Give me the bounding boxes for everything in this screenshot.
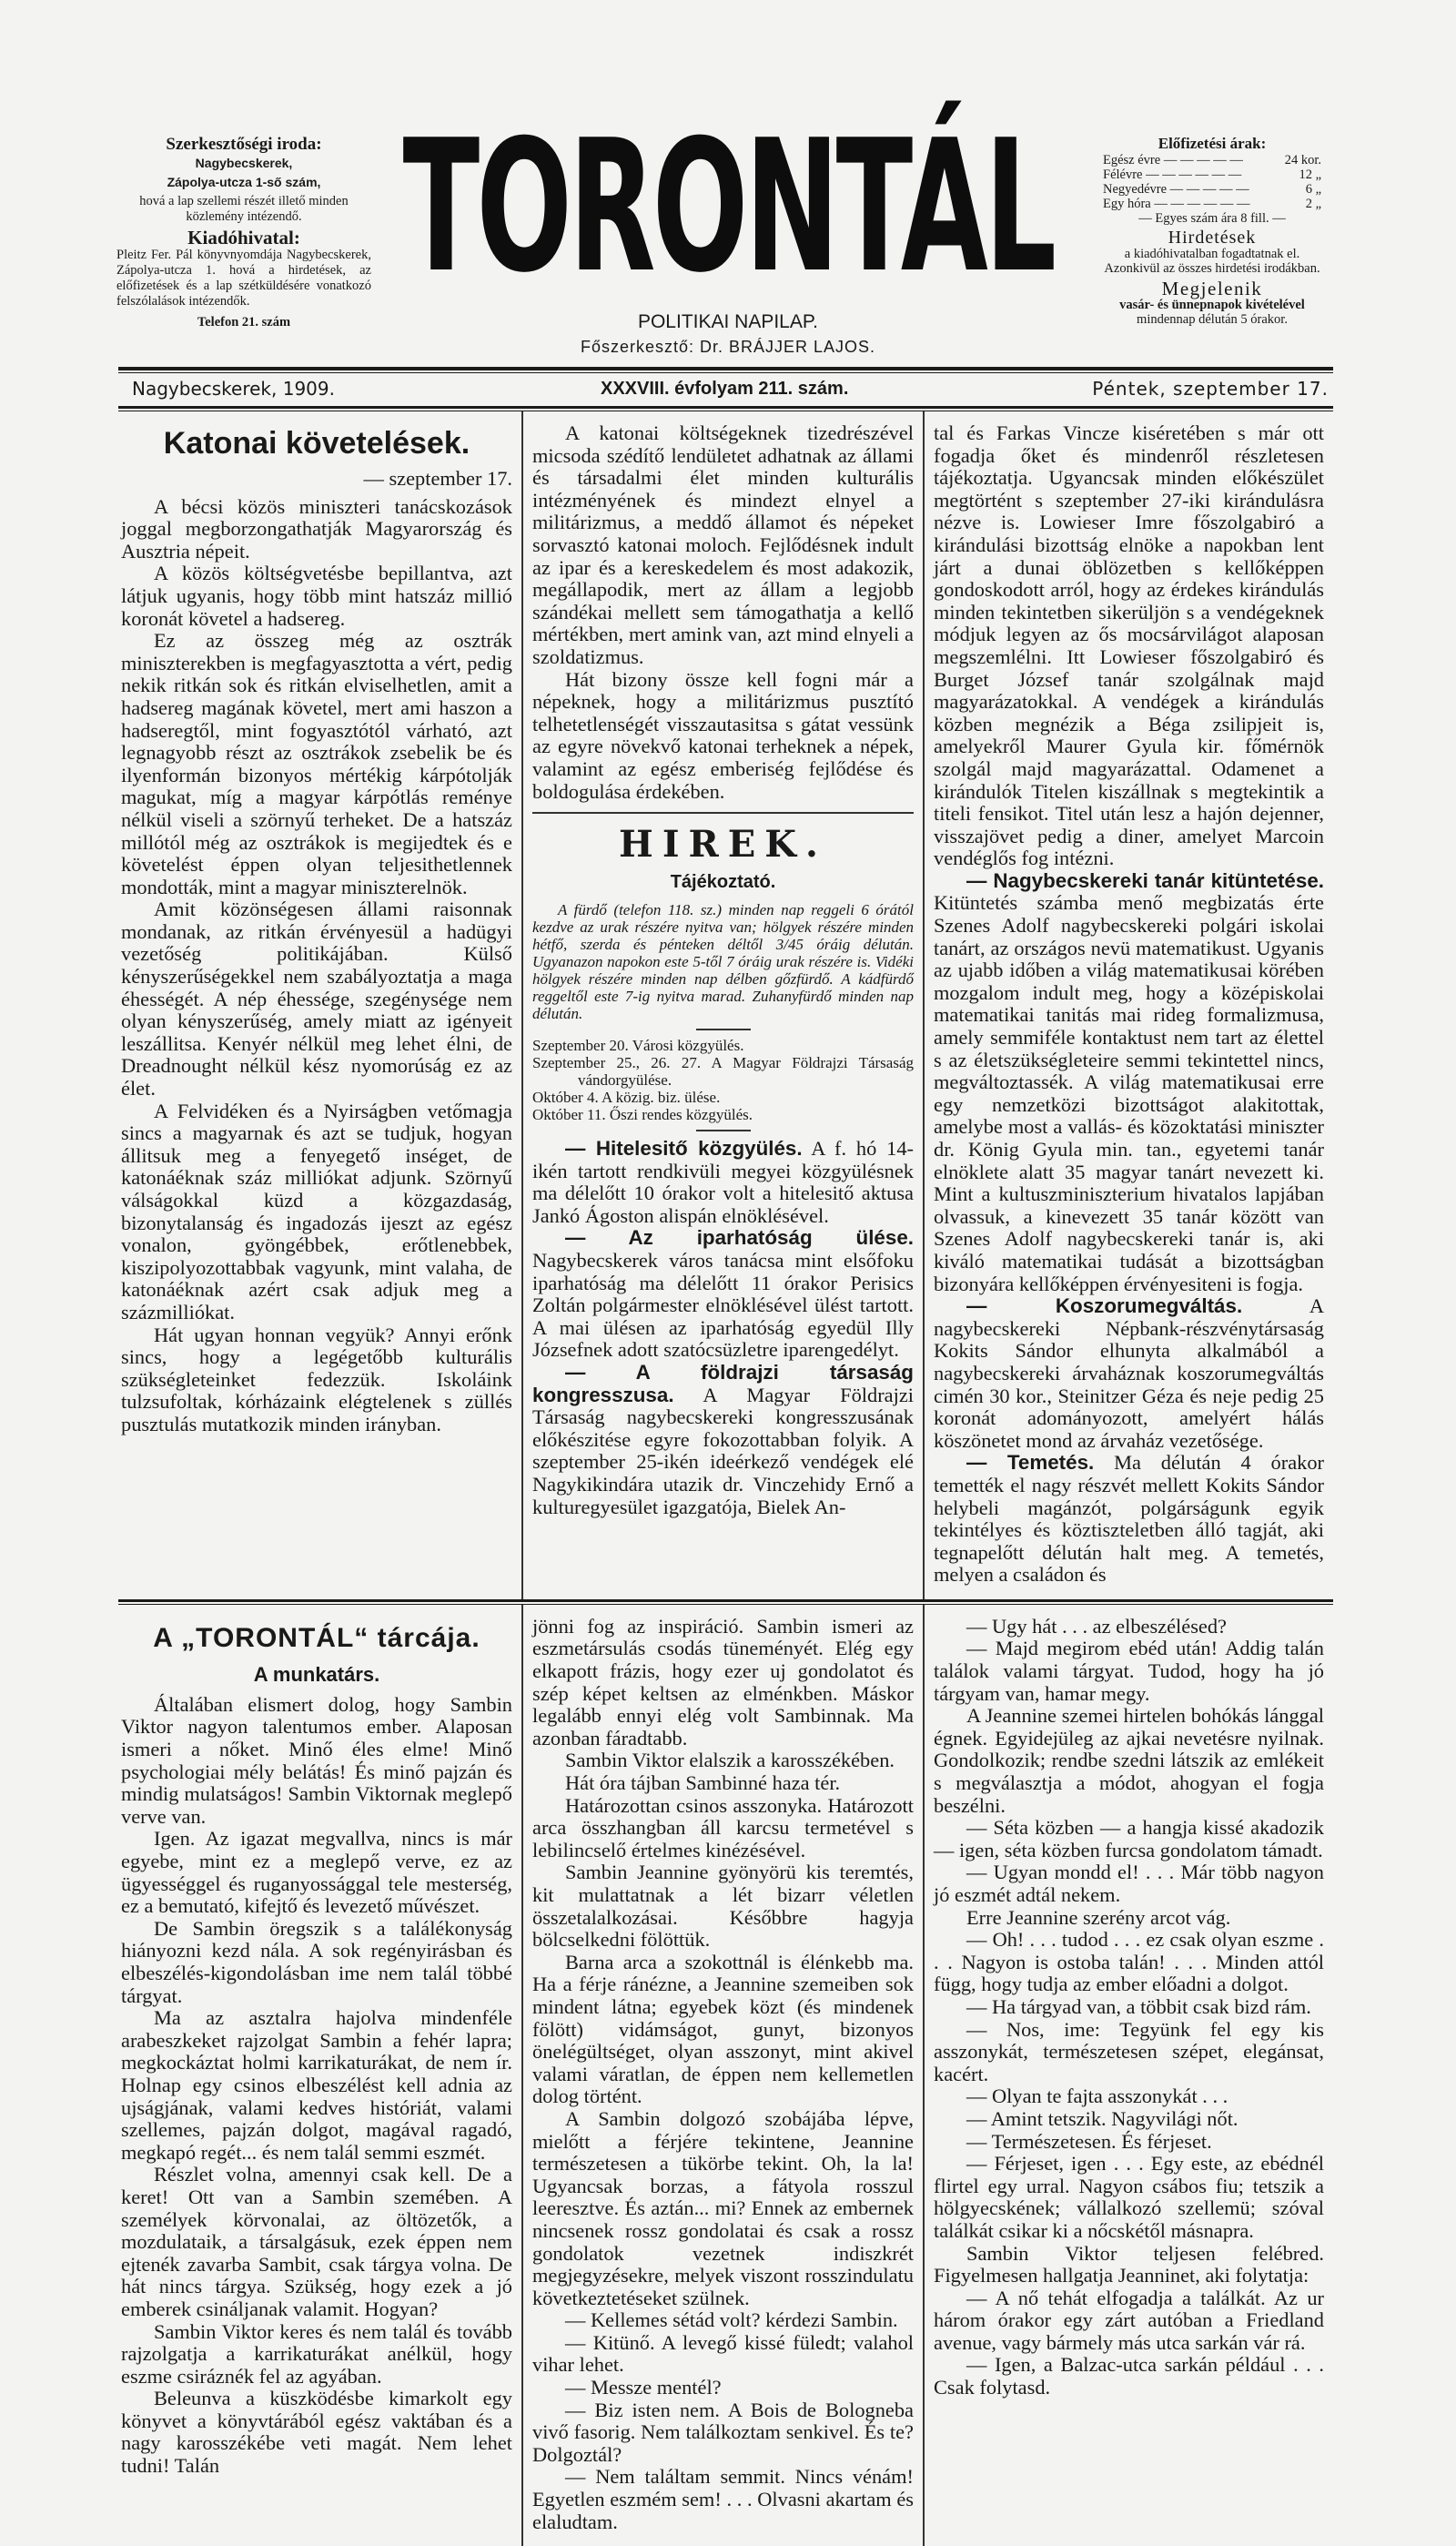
header-rule-thin [118,372,1333,373]
event-calendar [532,1037,914,1123]
paragraph: A bécsi közös miniszteri tanácskozások joggal megborzongathatják Magyarország és Ausztria népeit. [121,494,512,563]
single-issue-price: — Egyes szám ára 8 fill. — [1138,211,1286,226]
paragraph: — Majd megirom ebéd után! Addig talán találok valami tárgyat. Tudod, hogy ha jó tárgyam van, hamar megy. [934,1637,1324,1705]
paragraph: Erre Jeannine szerény arcot vág. [966,1905,1231,1929]
paragraph: — Férjeset, igen . . . Egy este, az ebédnél flirtel egy urral. Nagyon csábos fiu; tetszik a hölgyecskének; vállalkozó szellemü; szóval találkát csikar ki a nőcskétől másnapra. [934,2152,1324,2242]
calendar-entry [532,1106,914,1123]
publishing-office-text: Pleitz Fer. Pál könyvnyomdája Nagybecskerek, Zápolya-utcza 1. hová a hirdetések, az előfizetések és a lap szétküldésére vonatkozó felszólalások intézendők. [116,248,371,309]
paragraph: Hát bizony össze kell fogni már a népeknek, hogy a militárizmus pusztító telhetetlenségét visszautasitsa s gátat vessünk az egyre növekvő katonai terheknek a népek, valamint az egész emberiség fejlődése és boldogulása érdekében. [532,667,914,803]
appears-title: Megjelenik [1161,278,1263,299]
feuilleton-column-2 [521,1605,923,2546]
feuilleton-column-1 [118,1605,521,2490]
paragraph: — Nem találtam semmit. Nincs vénám! Egyetlen eszmém sem! . . . Olvasni akartam és elaludtam. [532,2465,914,2533]
price-label: Egész évre — — — — — [1103,153,1243,167]
price-label: Egy hóra — — — — — — [1103,197,1250,211]
place-year: Nagybecskerek, 1909. [132,378,335,400]
ads-title: Hirdetések [1168,228,1257,248]
newspaper-title: TORONTÁL [402,101,1054,313]
paragraph: — Olyan te fajta asszonykát . . . [966,2084,1228,2108]
bath-notice: A fürdő (telefon 118. sz.) minden nap reggeli 6 órától kezdve az urak részére nyitva van; hölgyek részére minden hétfő, szerda és pénteken déltől 3/45 óráig délután. Ugyanazon napokon este 5-től 7 óráig urak részére is. Vidéki hölgyek részére minden nap délben gőzfürdő. A kádfürdő reggeltől este 7-ig nyitva marad. Zuhanyfürdő minden nap délután. [532,901,914,1023]
calendar-event: A Magyar Földrajzi Társaság vándorgyülése. [578,1054,915,1090]
appears-text-1: vasár- és ünnepnapok kivételével [1119,298,1305,312]
paragraph: — Séta közben — a hangja kissé akadozik — igen, séta közben furcsa gondolatom támadt. [934,1816,1324,1861]
calendar-date: Szeptember 25., 26. 27. [532,1054,702,1072]
header-rule [118,367,1333,370]
paragraph: — Ha tárgyad van, a többit csak bizd rám. [966,1994,1311,2018]
article-column-2 [521,411,923,1599]
paragraph: Igen. Az igazat megvallva, nincs is már egyebe, mint ez a meglepő verve, ez az ügyességgel és ruganyossággal tele mesterség, ez a bemutató, kifejtő és levezető művészet. [121,1827,512,1918]
news-item-text: A Magyar Földrajzi Társaság nagybecskereki kongresszusának előkészitése egyre fokozottabban folyik. A szeptember 25-ikén ideérkező vendégek elé Nagykikindára utazik dr. Vinczehidy Ernő a kulturegyesület igazgatója, Bielek An- [532,1383,914,1518]
info-title: Tájékoztató. [670,872,776,893]
calendar-entry [532,1089,914,1106]
paragraph: — Messze mentél? [565,2376,722,2399]
calendar-event: Őszi rendes közgyülés. [609,1106,753,1124]
price-row [1103,182,1321,197]
issue-date: Péntek, szeptember 17. [1092,378,1329,400]
paragraph: A Sambin dolgozó szobájába lépve, mielőtt a férjére tekintene, Jeannine természetesen a tükörbe tekint. Oh, la la! Ugyancsak borzas, a fátyola rosszul leeresztve. És aztán... mi? Ennek az embernek nincsenek rossz gondolatai és csak a rossz gondolatok vezetnek indiszkrét megjegyzésekre, melyek viszont rosszindulatu következtetéseket szülnek. [532,2106,914,2309]
paragraph: Amit közönségesen állami raisonnak mondanak, az ritkán érvényesül a hadügyi vezetőség politikájában. Külső kényszerűségekkel nem szabályoztatja a maga éhességét. A nép éhessége, szegénysége nem olyan kényszerűség, amely miatt az igényeit leszállitsa. Kenyér nélkül meg lehet élni, de Dreadnought nélkül kész nyomorúság ez az élet. [121,898,512,1101]
dateline-rule [118,406,1333,409]
issue-number: XXXVIII. évfolyam 211. szám. [601,379,849,399]
paragraph: — Ugyan mondd el! . . . Már több nagyon jó eszmét adtál nekem. [934,1861,1324,1906]
paragraph: Beleunva a küszködésbe kimarkolt egy könyvet a könyvtárából egész vaktában és a nagy karosszékébe veti magát. Nem lehet tudni! Talán [121,2387,512,2478]
paragraph: — Biz isten nem. A Bois de Bologneba vivő fasorig. Nem találkoztam senkivel. És te? Dolgoztál? [532,2398,914,2466]
news-item [532,1227,914,1362]
paragraph: Általában elismert dolog, hogy Sambin Viktor nagyon talentumos ember. Alaposan ismeri a nőket. Minő éles elme! Minő psychologiai mély belátás! És minő pajzán és mindig mulatságos! Sambin Viktornak meglepő verve van. [121,1692,512,1828]
calendar-date: Október 4. [532,1089,599,1107]
news-item [934,422,1324,870]
feuilleton-rule [118,1599,1333,1602]
news-item [934,1452,1324,1587]
price-row [1103,197,1321,211]
news-item-text: Kitüntetés számba menő megbizatás érte Szenes Adolf nagybecskereki polgári iskolai tanárt, az országos nevü matematikust. Ugyanis az ujabb időben a világ matematikusai körében mozgalom indult meg, hogy a középiskolai matematikai tanitás mai rideg formalizmusa, amely semmiféle kontaktust nem tart az élettel s az életszükségleteire semmi tekintettel nincs, megváltoztassék. A világ matematikusai erre egy nemzetközi bizottságot alakitottak, amelybe most a vallás- és közoktatási miniszter dr. König Gyula min. tan., egyetemi tanár elnöklete alatt 35 magyar tanárt nevezett ki. Mint a kultuszminiszterium hivatalos lapjában olvassuk, a kinevezett 35 tanár között van Szenes Adolf nagybecskereki tanár is, aki kiváló matematikai tudását a bizottságban bizonyára kellőképpen érvényesiteni is fogja. [934,891,1324,1295]
paragraph: — Ugy hát . . . az elbeszélésed? [966,1614,1227,1638]
calendar-date: Szeptember 20. [532,1037,629,1055]
price-value: 24 kor. [1284,153,1321,167]
paragraph: Ez az összeg még az osztrák miniszterekben is megfagyasztotta a vért, pedig nekik ritkán sok és ritkán elviselhetlen, amit a hadsereg magának követel, mert ami haszon a hadseregtől, mint fogyasztótól várható, azt legnagyobb részt az osztrákok zsebelik be és ilyenformán bizonyos mértékig kárpótolják magukat, míg a magyar kárpótlás reménye nélkül viseli a szörnyű terheket. De a hatszáz millótól még az osztrákok is megijedtek és e követelést éppen olyan teljesithetlennek mondották, mint a magyar miniszterelnök. [121,629,512,898]
calendar-event: A közig. biz. ülése. [602,1089,721,1107]
top-section [118,411,1333,1599]
news-item [532,1138,914,1227]
news-item [934,870,1324,1295]
editorial-city: Nagybecskerek, [195,156,293,170]
news-item-text: A nagybecskereki Népbank-részvénytársaság Kokits Sándor elhunyta alkalmából a nagybecskereki árvaháznak koszorumegváltás cimén 30 kor., Steinitzer Géza és neje pedig 25 koronát adományozott, amelyért hálás köszönetet mond az árvaház vezetősége. [934,1294,1324,1452]
story-title: A munkatárs. [253,1662,380,1686]
page-body [118,406,1333,2546]
feuilleton-section [118,1605,1333,2546]
calendar-entry [532,1054,914,1089]
price-row [1103,153,1321,167]
editorial-street: Zápolya-utcza 1-ső szám, [167,175,321,189]
paragraph: — Nos, ime: Tegyünk fel egy kis asszonykát, természetesen szépet, elegánsat, kacért. [934,2017,1324,2085]
news-item-headline: — Hitelesitő közgyülés. [565,1137,803,1161]
appears-text-2: mindennap délután 5 órakor. [1137,312,1288,327]
editorial-note: hová a lap szellemi részét illető minden közlemény intézendő. [139,194,349,224]
price-value: 6 „ [1305,182,1321,197]
dateline [127,377,1329,404]
price-label: Félévre — — — — — — [1103,167,1242,182]
news-item-headline: — Koszorumegváltás. [966,1294,1243,1318]
paragraph: — Kitünő. A levegő kissé füledt; valahol vihar lehet. [532,2330,914,2377]
paragraph: Hát ugyan honnan vegyük? Annyi erőnk sincs, hogy a legégetőbb kulturális szükségleteinket fedezzük. Iskoláink tulzsufoltak, kórházaink elégtelenek s züllés pusztulás mutatkozik minden irányban. [121,1323,512,1435]
paragraph: A katonai költségeknek tizedrészével micsoda szédítő lendületet adhatnak az állami és társadalmi élet minden kulturális intézményének és mindezt elnyel a militárizmus, a meddő államot és népeket sorvasztó katonai moloch. Fejlődésnek indult az ipar és a kereskedelem és most adakozik, megállapodik, mert az állam a legjobb szándékai mellett sem támogathatja a kellő mértékben, mert amink van, azt mind elnyeli a szoldatizmus. [532,421,914,668]
phone-number: Telefon 21. szám [197,315,291,330]
paragraph: A Felvidéken és a Nyirságben vetőmagja sincs a magyarnak és azt se tudjuk, hogyan állitsuk meg a fenyegető inséget, de katonáéknak száz milliókat adjunk. Szörnyű válságokkal küzd a közgazdaság, bizonytalanság és ingadozás ijeszt az egész vonalon, gyöngébbek, erőtlenebbek, kiszipolyozottabbak vagyunk, mint valaha, de katonáéknak azért csak adjuk meg a százmilliókat. [121,1099,512,1324]
editorial-office-box [116,137,371,330]
paragraph: Sambin Viktor elalszik a karosszékében. [565,1749,895,1772]
paragraph: Sambin Jeannine gyönyörü kis teremtés, kit mulattatnak a lét bizarr véletlen összetalalkozásai. Későbbre hagyja bölcselkedni fölöttük. [532,1861,914,1952]
news-item-headline: — Nagybecskereki tanár kitüntetése. [966,868,1324,892]
paragraph: Hát óra tájban Sambinné haza tér. [565,1771,841,1795]
price-value: 2 „ [1305,197,1321,211]
paragraph: — Kellemes sétád volt? kérdezi Sambin. [565,2308,898,2332]
paragraph: Barna arca a szokottnál is élénkebb ma. Ha a férje ránézne, a Jeannine szemeiben sok mindent látna; egyebek közt (és mindenek fölött) vidámságot, gunyt, bizonyos önelégültséget, olyan asszonyt, mint akivel valami váratlan, de éppen nem kellemetlen dolog történt. [532,1950,914,2108]
news-item-text: Nagybecskerek város tanácsa mint elsőfoku iparhatóság ma délelőtt 11 órakor Perisics Zoltán polgármester elnöklésével ülést tartott. A mai ülésen az iparhatóság egyedül Illy Józsefnek adott szatócsüzletre iparengedélyt. [532,1249,914,1362]
news-item [934,1295,1324,1452]
editor-in-chief: Főszerkesztő: Dr. BRÁJJER LAJOS. [580,338,876,356]
news-item-headline: — Az iparhatóság ülése. [565,1226,914,1250]
masthead [369,101,1087,313]
paragraph: — Amint tetszik. Nagyvilági nőt. [966,2106,1239,2130]
calendar-entry [532,1037,914,1054]
section-rule [532,812,914,814]
separator [696,1130,751,1131]
paragraph: A közös költségvetésbe bepillantva, azt látjuk ugyanis, hogy több mint hatszáz millió koronát követel a hadsereg. [121,562,512,630]
news-item-text: A f. hó 14-ikén tartott rendkivüli megyei közgyülésnek ma délelőtt 10 órakor volt a hitelesitő aktusa Jankó Ágoston alispán elnöklésével. [532,1137,914,1227]
paragraph: De Sambin öregszik s a találékonyság hiányozni kezd nála. A sok regényirásban és elbeszélés-kigondolásban ime nem talál többé tárgyat. [121,1916,512,2007]
news-item-headline: — Temetés. [966,1451,1095,1475]
feuilleton-heading: A „TORONTÁL“ tárcája. [153,1622,480,1653]
subscription-box [1103,137,1321,327]
price-label: Negyedévre — — — — — [1103,182,1249,197]
newspaper-subtitle: POLITIKAI NAPILAP. [637,311,819,332]
paragraph: Sambin Viktor keres és nem talál és tovább rajzolgatja a karrikaturákat anélkül, hogy eszme csiráznék fel az agyában. [121,2319,512,2388]
paragraph: — Oh! . . . tudod . . . ez csak olyan eszme . . . Nagyon is ostoba talán! . . . Minden attól függ, hogy tudja az ember előadni a dolgot. [934,1928,1324,1996]
news-item [532,1362,914,1518]
paragraph: Sambin Viktor teljesen felébred. Figyelmesen hallgatja Jeanninet, aki folytatja: [934,2241,1324,2287]
paragraph: — Igen, a Balzac-utca sarkán például . . . Csak folytasd. [934,2353,1324,2399]
ads-text: a kiadóhivatalban fogadtatnak el. Azonkivül az összes hirdetési irodákban. [1104,247,1320,276]
news-item-text: tal és Farkas Vincze kiséretében s már ott fogadja őket és mindenről részletesen tájékoztatja. Ugyancsak minden előkészület megtörtént s szeptember 27-iki kirándulásra nézve is. Lowieser Imre főszolgabiró a kirándulási bizottság elnöke a napokban lent járt a dunai öblözetben s kellőképpen gondoskodott arról, hogy az érdekes kirándulás minden tekintetben sikerüljön s a vendégeknek módjuk legyen az ős mocsárvilágot alaposan megszemlélni. Itt Lowieser főszolgabiró és Burget József tanár szolgálnak majd magyarázatokkal. A vendégek a kirándulás közben megnézik a Béga zsilipjeit is, amelyekről Maurer Gyula kir. főmérnök szolgál majd magyarázattal. Odamenet a kirándulók Titelen kiszállnak s megtekintik a titeli fensikot. Titel után lesz a hajón dejenner, visszajövet pedig a diner, amelyet Marcoin vendéglős fog intézni. [934,421,1324,870]
paragraph: A Jeannine szemei hirtelen bohókás lánggal égnek. Egyidejüleg az ajkai nevetésre nyilnak. Gondolkozik; rendbe szedni látszik az emlékeit s megválasztja a módot, ahogyan el fogja beszélni. [934,1704,1324,1817]
paragraph: Részlet volna, amennyi csak kell. De a keret! Ott van a Sambin szemében. A személyek körvonalai, az öltözetők, a mozdulataik, a társalgásuk, ezek éppen nem ejtenék zavarba Sambit, csak tárgya volna. De hát nincs tárgya. Szükség, hogy ezek a jó emberek csináljanak valamit. Hogyan? [121,2163,512,2320]
news-item-text: Ma délután 4 órakor temették el nagy részvét mellett Kokits Sándor helybeli magánzót, polgárságunk egyik tekintélyes és köztiszteletben álló tagját, aki tegnapelőtt délután halt meg. A temetés, melyen a családon és [934,1451,1324,1587]
editorial-office-title: Szerkesztőségi iroda: [166,135,322,154]
calendar-date: Október 11. [532,1106,606,1124]
separator [696,1029,751,1030]
paragraph: jönni fog az inspiráció. Sambin ismeri az eszmetársulás csodás tüneményét. Elég egy elkapott frázis, hogy ezer uj gondolatot és szép képet keltsen az elménkben. Máskor legalább ennyi elég volt Sambinnak. Ma azonban fáradtabb. [532,1614,914,1750]
price-list [1103,153,1321,211]
prices-title: Előfizetési árak: [1158,135,1267,152]
news-item-headline: — A földrajzi társaság kongresszusa. [532,1361,914,1406]
price-value: 12 „ [1299,167,1321,182]
paragraph: Határozottan csinos asszonyka. Határozott arca összhangban áll karcsu termetével s lebilincselő értelmes kinézésével. [532,1793,914,1861]
news-heading: HIREK. [619,823,827,867]
paragraph: — Természetesen. És férjeset. [966,2129,1212,2153]
calendar-event: Városi közgyülés. [632,1037,744,1055]
feuilleton-column-3 [923,1605,1333,2546]
publishing-office-title: Kiadóhivatal: [187,227,300,249]
paragraph: — A nő tehát elfogadja a találkát. Az ur három órakor egy zárt autóban a Friedland avenue, vagy bármely más utca sarkán vár rá. [934,2286,1324,2354]
news-column-3 [923,411,1333,1599]
paragraph: Ma az asztalra hajolva mindenféle arabeszkeket rajzolgat Sambin a fehér lapra; megkockáztat holmi karrikaturákat, de nem ír. Holnap egy csinos elbeszélést kell adnia az ujságjának, valami kedves históriát, valami szellemes, pajzán dolgot, magával ragadó, megkapó regét... és nem talál semmi eszmét. [121,2006,512,2164]
article-title: Katonai követelések. [163,426,470,461]
article-column-1 [118,411,521,1449]
price-row [1103,167,1321,182]
article-date: — szeptember 17. [363,467,512,490]
